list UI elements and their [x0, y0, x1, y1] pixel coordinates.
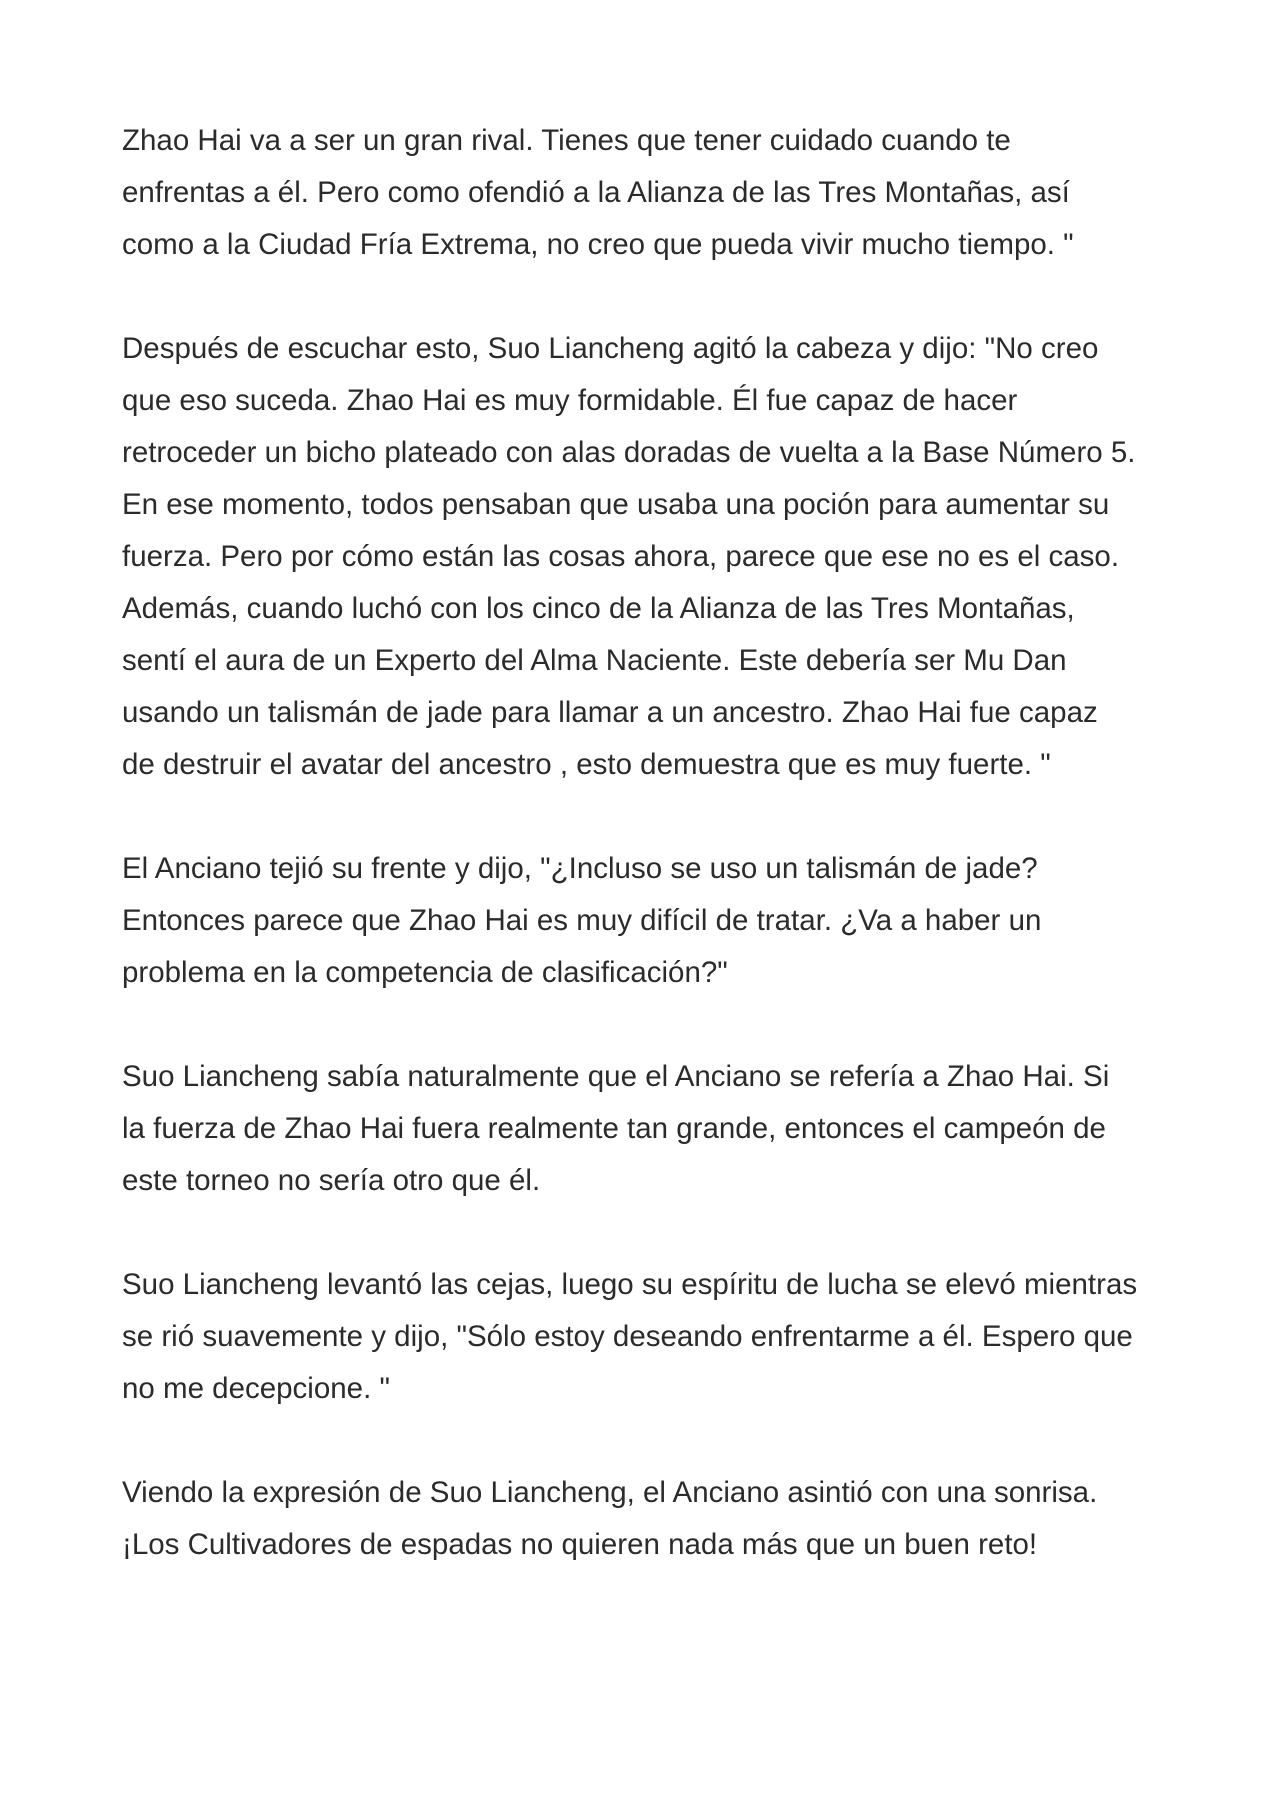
text-line: problema en la competencia de clasificación?" [122, 956, 728, 989]
text-line: se rió suavemente y dijo, "Sólo estoy deseando enfrentarme a él. Espero que [122, 1320, 1133, 1353]
text-line: como a la Ciudad Fría Extrema, no creo que pueda vivir mucho tiempo. " [122, 228, 1074, 261]
text-line: ¡Los Cultivadores de espadas no quieren nada más que un buen reto! [122, 1528, 1038, 1561]
text-line: Suo Liancheng levantó las cejas, luego su espíritu de lucha se elevó mientras [122, 1268, 1138, 1301]
text-line: fuerza. Pero por cómo están las cosas ahora, parece que ese no es el caso. [122, 540, 1120, 573]
text-line: Después de escuchar esto, Suo Liancheng agitó la cabeza y dijo: "No creo [122, 332, 1099, 365]
text-line: Viendo la expresión de Suo Liancheng, el Anciano asintió con una sonrisa. [122, 1476, 1098, 1509]
text-line: Además, cuando luchó con los cinco de la Alianza de las Tres Montañas, [122, 592, 1075, 625]
document-body [122, 115, 1182, 1623]
paragraph-1 [122, 115, 1182, 271]
text-line: sentí el aura de un Experto del Alma Naciente. Este debería ser Mu Dan [122, 644, 1067, 677]
paragraph-6 [122, 1467, 1182, 1571]
text-line: que eso suceda. Zhao Hai es muy formidable. Él fue capaz de hacer [122, 384, 1018, 417]
text-line: Suo Liancheng sabía naturalmente que el Anciano se refería a Zhao Hai. Si [122, 1060, 1110, 1093]
text-line: Entonces parece que Zhao Hai es muy difícil de tratar. ¿Va a haber un [122, 904, 1042, 937]
paragraph-2 [122, 323, 1182, 791]
text-line: El Anciano tejió su frente y dijo, "¿Incluso se uso un talismán de jade? [122, 852, 1038, 885]
text-line: Zhao Hai va a ser un gran rival. Tienes que tener cuidado cuando te [122, 124, 1011, 157]
text-line: este torneo no sería otro que él. [122, 1164, 541, 1197]
text-line: usando un talismán de jade para llamar a un ancestro. Zhao Hai fue capaz [122, 696, 1098, 729]
text-line: de destruir el avatar del ancestro , esto demuestra que es muy fuerte. " [122, 748, 1051, 781]
text-line: la fuerza de Zhao Hai fuera realmente tan grande, entonces el campeón de [122, 1112, 1106, 1145]
paragraph-5 [122, 1259, 1182, 1415]
paragraph-3 [122, 843, 1182, 999]
text-line: retroceder un bicho plateado con alas doradas de vuelta a la Base Número 5. [122, 436, 1136, 469]
text-line: En ese momento, todos pensaban que usaba una poción para aumentar su [122, 488, 1110, 521]
text-line: enfrentas a él. Pero como ofendió a la Alianza de las Tres Montañas, así [122, 176, 1070, 209]
paragraph-4 [122, 1051, 1182, 1207]
text-line: no me decepcione. " [122, 1372, 390, 1405]
